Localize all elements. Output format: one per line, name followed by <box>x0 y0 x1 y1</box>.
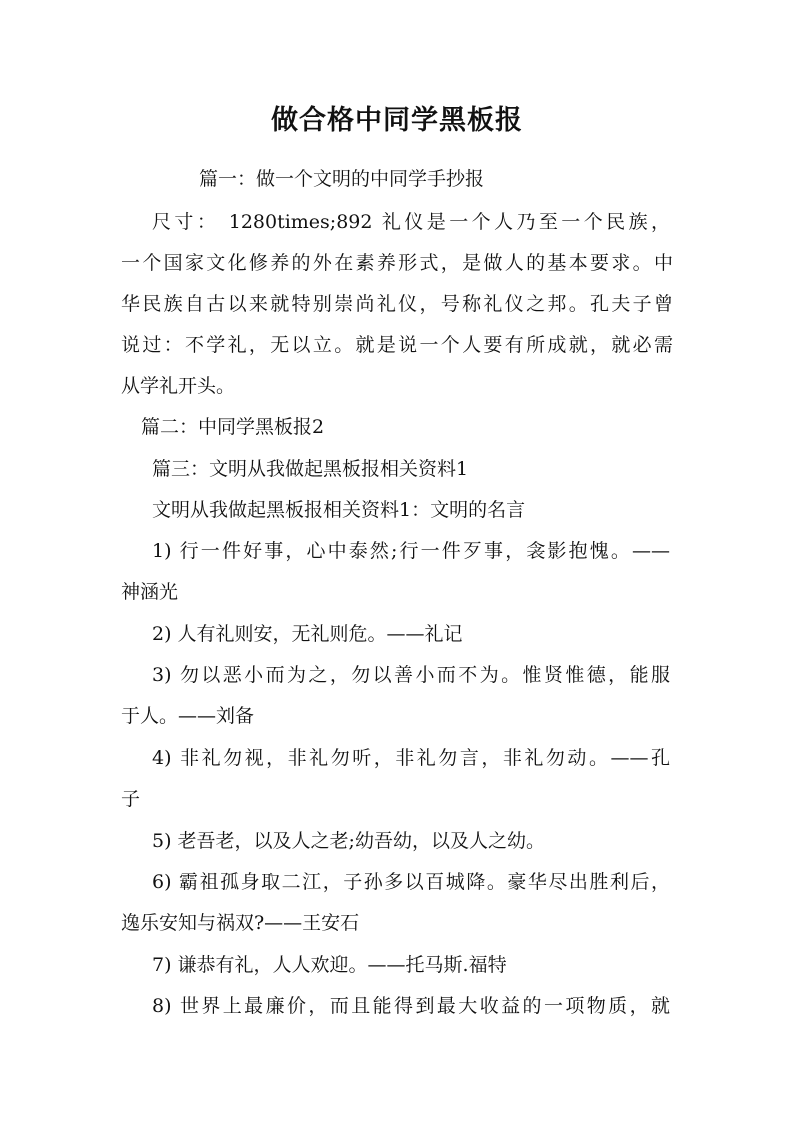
quote-item: 7) 谦恭有礼，人人欢迎。——托马斯.福特 <box>152 954 507 976</box>
paragraph-line: 尺寸： 1280times;892 礼仪是一个人乃至一个民族， <box>152 211 670 233</box>
quote-item: 2) 人有礼则安，无礼则危。——礼记 <box>152 623 463 645</box>
section-heading-3: 篇三：文明从我做起黑板报相关资料1 <box>152 458 469 480</box>
paragraph-line: 说过：不学礼，无以立。就是说一个人要有所成就，就必需 <box>121 334 673 356</box>
quote-item: 3) 勿以恶小而为之，勿以善小而不为。惟贤惟德，能服 <box>152 664 670 686</box>
paragraph-line: 华民族自古以来就特别崇尚礼仪，号称礼仪之邦。孔夫子曾 <box>121 293 673 315</box>
paragraph-line: 一个国家文化修养的外在素养形式，是做人的基本要求。中 <box>121 252 673 274</box>
quote-item: 6) 霸祖孤身取二江，子孙多以百城降。豪华尽出胜利后， <box>152 871 670 893</box>
section-heading-1: 篇一：做一个文明的中同学手抄报 <box>199 168 485 190</box>
quote-item: 5) 老吾老，以及人之老;幼吾幼，以及人之幼。 <box>152 830 545 852</box>
quote-item-continuation: 于人。——刘备 <box>121 705 255 727</box>
quote-item-continuation: 逸乐安知与祸双?——王安石 <box>121 912 360 934</box>
quote-item: 1) 行一件好事，心中泰然;行一件歹事，衾影抱愧。—— <box>152 540 670 562</box>
paragraph-line: 从学礼开头。 <box>121 375 236 397</box>
document-title: 做合格中同学黑板报 <box>271 105 523 136</box>
quote-item-continuation: 神涵光 <box>121 581 179 603</box>
subheading-quotes: 文明从我做起黑板报相关资料1：文明的名言 <box>152 499 526 521</box>
section-heading-2: 篇二：中同学黑板报2 <box>141 416 325 438</box>
quote-item: 4) 非礼勿视，非礼勿听，非礼勿言，非礼勿动。——孔 <box>152 747 670 769</box>
quote-item-continuation: 子 <box>121 788 141 810</box>
quote-item: 8) 世界上最廉价，而且能得到最大收益的一项物质，就 <box>152 995 670 1017</box>
